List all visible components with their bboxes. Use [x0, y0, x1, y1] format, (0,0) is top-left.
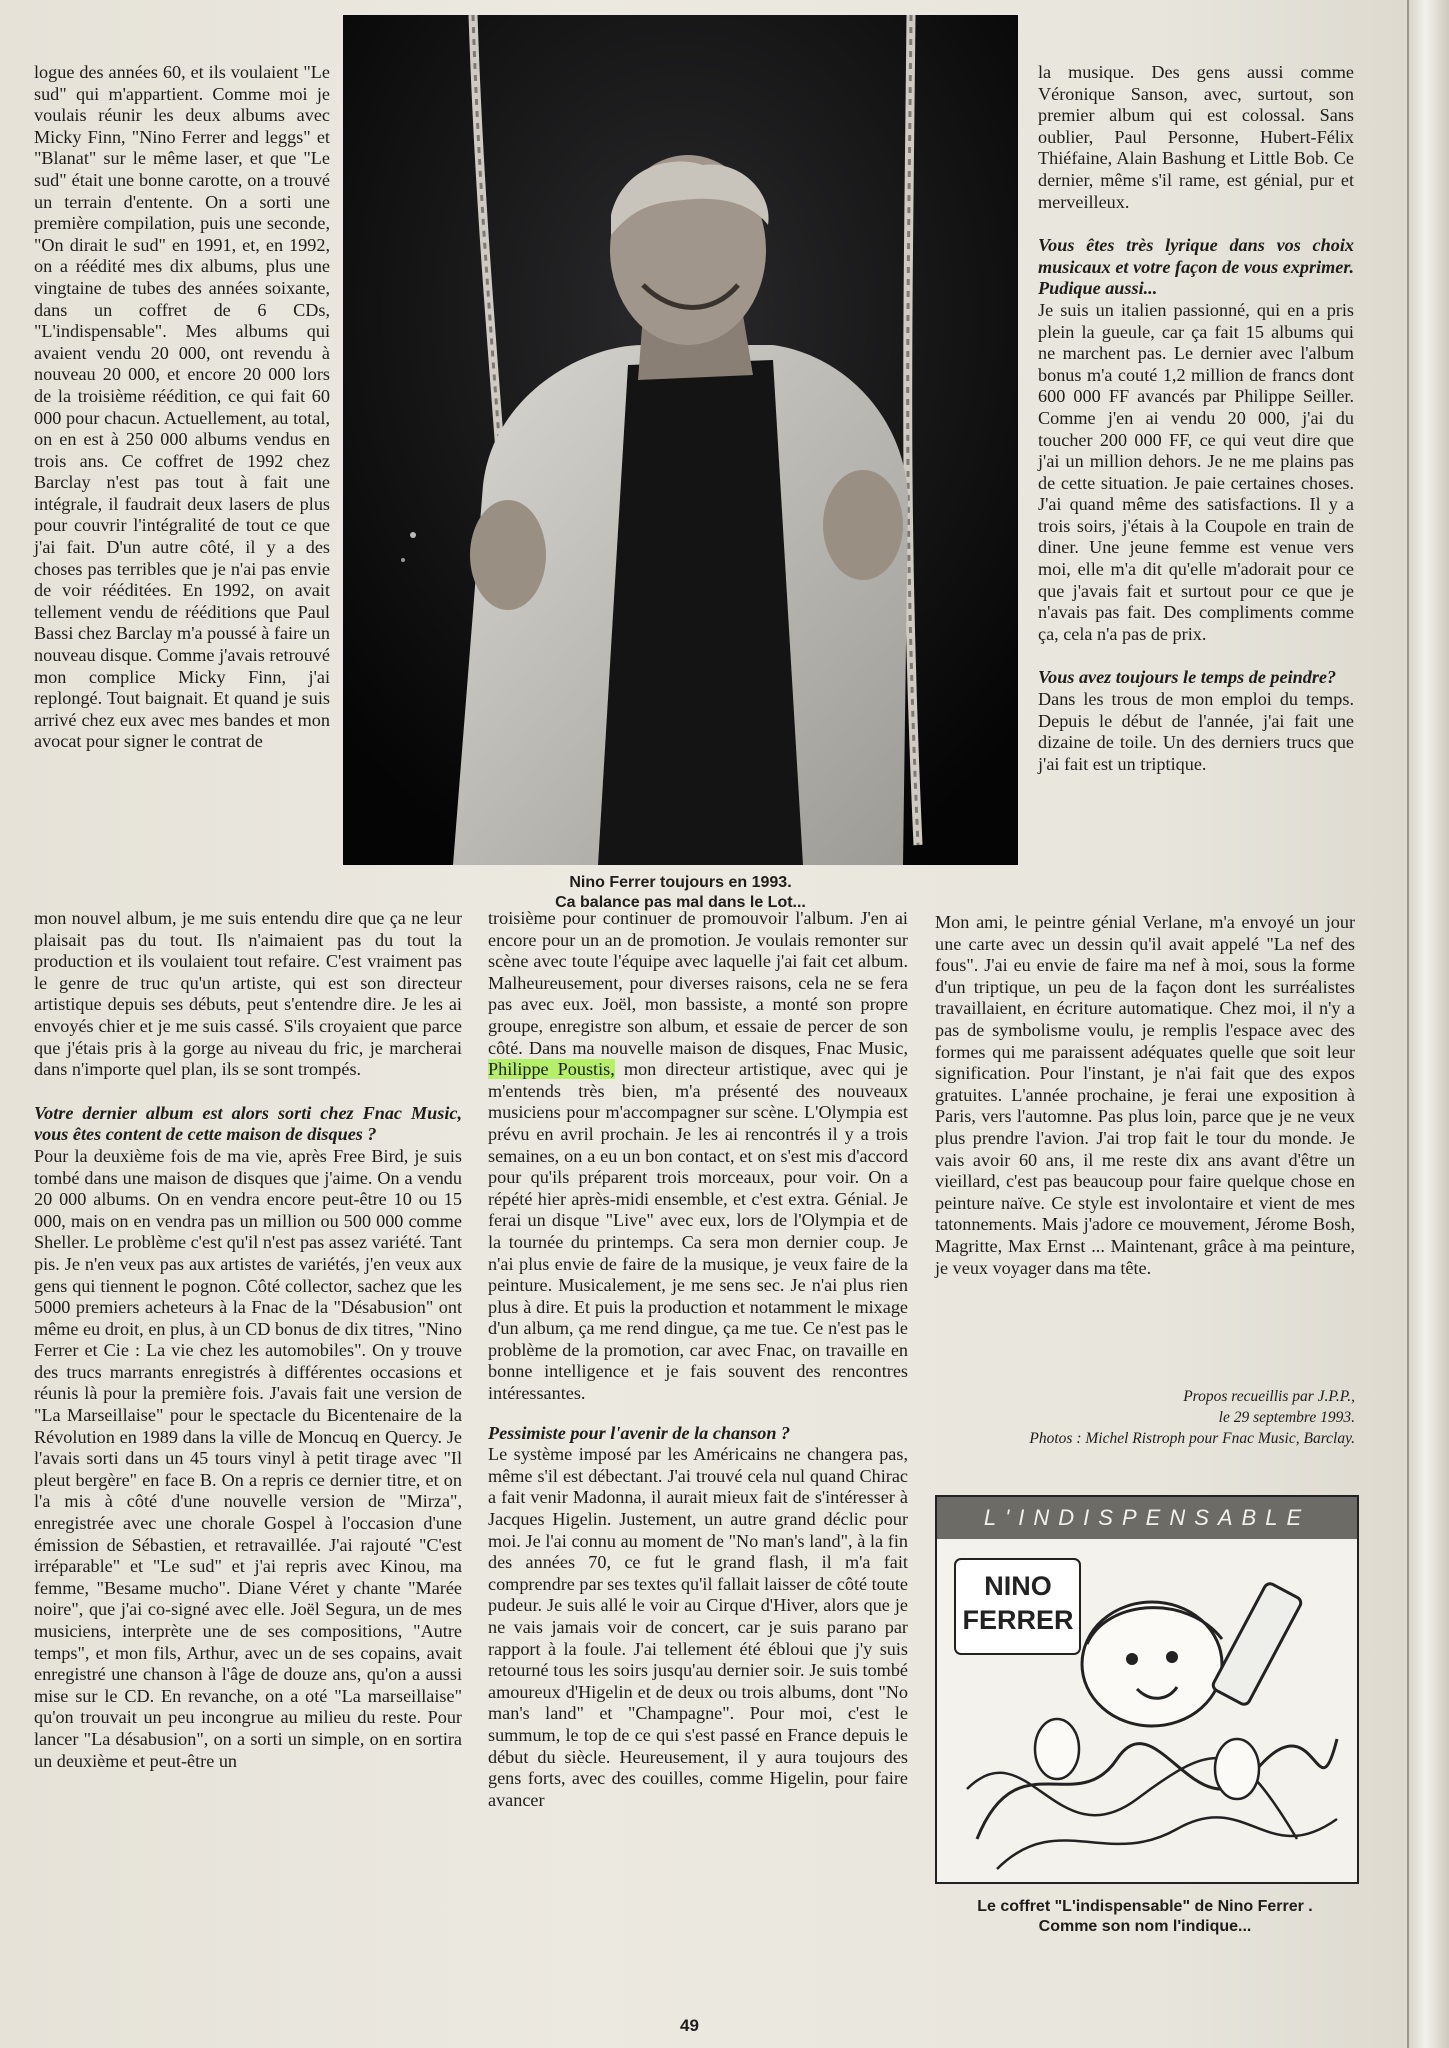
photo-caption-line-1: Nino Ferrer toujours en 1993. [569, 874, 792, 891]
column-3-upper [1038, 62, 1354, 775]
paragraph: mon nouvel album, je me suis entendu dire que ça ne leur plaisait pas du tout. Ils n'aimaient pas du tout la production et ils voulaient tout refaire. C'est vraiment pas le genre de truc qu'un artiste, qui est son directeur artistique depuis ses débuts, peut s'entendre dire. Je les ai envoyés chier et je me suis cassé. S'ils croyaient que parce que j'étais pris à la gorge au niveau du fric, je marcherai dans n'importe quel plan, ils se sont trompés. [34, 908, 462, 1080]
highlighted-text: Philippe Poustis, [488, 1059, 615, 1080]
interview-question: Vous êtes très lyrique dans vos choix musicaux et votre façon de vous exprimer. Pudique aussi... [1038, 235, 1354, 299]
cover-caption-line-1: Le coffret "L'indispensable" de Nino Ferrer . [977, 1898, 1313, 1915]
paragraph-part: mon directeur artistique, avec qui je m'entends très bien, m'a présenté des nouveaux musiciens pour m'accompagner sur scène. L'Olympia est prévu en avril prochain. Je les ai rencontrés il y a trois semaines, on a eu un bon contact, et on s'est mis d'accord pour qu'ils préparent trois morceaux, pour voir. On a répété hier après-midi ensemble, et c'est extra. Génial. Je ferai un disque "Live" avec eux, lors de l'Olympia et de la tournée du printemps. Ca sera mon dernier coup. Je n'ai plus envie de faire de la musique, je veux faire de la peinture. Musicalement, je me sens sec. Je n'ai plus rien plus à dire. Et puis la production et notamment le mixage d'un album, ça me rend dingue, ça me tue. Ce n'est pas le problème de la promotion, car avec Fnac, on travaille en bonne intelligence et je fais souvent des rencontres intéressantes. [488, 1059, 908, 1404]
paragraph [488, 908, 908, 1405]
paragraph: Mon ami, le peintre génial Verlane, m'a envoyé un jour une carte avec un dessin qu'il avait appelé "La nef des fous". J'ai eu envie de faire ma nef à moi, sous la forme d'un triptique, un peu de la façon dont les surréalistes travaillaient, en écriture automatique. Chez moi, il n'y a pas de symbolisme voulu, je remplis l'espace avec des formes qui me paraissent adéquates quelle que soit leur signification. Pour l'instant, je n'ai fait que des expos gratuites. L'année prochaine, je ferai une exposition à Paris, vers l'automne. Pas plus loin, parce que je ne veux plus prendre l'avion. J'ai trop fait le tour du monde. Je vais avoir 60 ans, il me reste dix ans avant d'être un vieillard, c'est pas beaucoup pour faire quelque chose en peinture naïve. Ce style est involontaire et vient de mes tatonnements. Mais j'adore ce mouvement, Jérome Bosh, Magritte, Max Ernst ... Maintenant, grâce à ma peinture, je veux voyager dans ma tête. [935, 912, 1355, 1278]
cover-caption [935, 1897, 1355, 1937]
credit-author: Propos recueillis par J.P.P., [1183, 1388, 1355, 1405]
paragraph: Pour la deuxième fois de ma vie, après Free Bird, je suis tombé dans une maison de disques que j'aime. On a vendu 20 000 albums. On en vendra encore peut-être 10 ou 15 000, mais on en vendra pas un million ou 500 000 comme Sheller. Le problème c'est qu'il n'est pas assez variété. Tant pis. Je n'en veux pas aux artistes de variétés, j'en veux aux gens qui tiennent le pognon. Côté collector, sachez que les 5000 premiers acheteurs à la Fnac de la "Désabusion" ont même eu droit, en plus, à un CD bonus de dix titres, "Nino Ferrer et Cie : La vie chez les automobiles". On y trouve des trucs marrants enregistrés à différentes occasions et réunis là pour la première fois. J'avais fait une version de "La Marseillaise" pour le spectacle du Bicentenaire de la Révolution en 1989 dans la ville de Moncuq en Quercy. Je l'avais sorti dans un 45 tours vinyl à petit tirage avec "Il pleut bergère" en face B. On a repris ce dernier titre, et on l'a mis à côté d'une nouvelle version de "Mirza", enregistrée avec une chorale Gospel à l'occasion d'une émission de Sébastien, et retravaillée. J'ai rajouté "C'est irréparable" et "Le sud" et j'ai repris avec Kinou, ma femme, "Besame mucho". Diane Véret y chante "Marée noire", que j'ai co-signé avec elle. Joël Segura, un de mes musiciens, interprète une de ses compositions, "Autre temps", et mon fils, Arthur, avec un de ses copains, avait enregistré une chanson à l'âge de douze ans, qu'on a aussi mise sur le CD. En revanche, on a oté "La marseillaise" qu'on trouvait un peu incongrue au milieu du reste. Pour lancer "La désabusion", on a sorti un simple, on en sortira un deuxième et peut-être un [34, 1145, 462, 1771]
paragraph-part: troisième pour continuer de promouvoir l'album. J'en ai encore pour un an de promotion. Je voulais remonter sur scène avec toute l'équipe avec laquelle j'ai fait cet album. Malheureusement, pour diverses raisons, cela ne se fera pas avec eux. Joël, mon bassiste, a monté son propre groupe, enregistre son album, et essaie de percer de son côté. Dans ma nouvelle maison de disques, Fnac Music, [488, 908, 908, 1058]
column-1-lower [34, 908, 462, 1772]
paragraph: Je suis un italien passionné, qui en a pris plein la gueule, car ça fait 15 albums qui ne marchent pas. Le dernier avec l'album bonus m'a couté 1,2 million de francs dont 600 000 FF avancés par Philippe Seiller. Comme j'en ai vendu 20 000, j'ai du toucher 200 000 FF, ce qui veut dire que j'ai un million dehors. Je ne me plains pas de cette situation. Je paie certaines choses. J'ai quand même des satisfactions. Il y a trois soirs, j'étais à la Coupole en train de diner. Une jeune femme est venue vers moi, elle m'a dit qu'elle m'adorait pour ce que j'avais fait et surtout pour ce que je n'avais pas fait. Des compliments comme ça, cela n'a pas de prix. [1038, 299, 1354, 644]
paragraph: Le système imposé par les Américains ne changera pas, même s'il est débectant. J'ai trouvé cela nul quand Chirac a fait venir Madonna, il aurait mieux fait de s'intéresser à Jacques Higelin. Justement, un autre grand déclic pour moi. Je l'ai connu au moment de "No man's land", à la fin des années 70, ce fut le grand flash, il m'a fait comprendre par ses textes qu'il fallait laisser de côté toute pudeur. Je suis allé le voir au Cirque d'Hiver, alors que je ne vais jamais voir de concert, car je suis parano par rapport à la foule. J'ai tellement été ébloui que j'y suis retourné tous les soirs jusqu'au dernier soir. Je suis tombé amoureux d'Higelin et de deux ou trois albums, dont "No man's land" et "Champagne". Pour moi, c'est le summum, le top de ce qui s'est passé en France depuis le début du siècle. Heureusement, il y aura toujours des gens forts, avec des couilles, comme Higelin, pour faire avancer [488, 1444, 908, 1810]
interview-question: Pessimiste pour l'avenir de la chanson ? [488, 1422, 791, 1443]
cover-name-line-1: NINO [984, 1571, 1052, 1601]
credit-date: le 29 septembre 1993. [1218, 1409, 1355, 1426]
page-edge [1407, 0, 1449, 2048]
paragraph: logue des années 60, et ils voulaient "Le sud" qui m'appartient. Comme moi je voulais réunir les deux albums avec Micky Finn, "Nino Ferrer and leggs" et "Blanat" sur le même laser, et que "Le sud" était une bonne carotte, on a trouvé un terrain d'entente. On a sorti une première compilation, puis une seconde, "On dirait le sud" en 1991, et, en 1992, on a réédité mes dix albums, plus une vingtaine de tubes des années soixante, dans un coffret de 6 CDs, "L'indispensable". Mes albums qui avaient vendu 20 000, ont revendu à nouveau 20 000, et encore 20 000 lors de la troisième réédition, ce qui fait 60 000 pour chacun. Actuellement, au total, on en est à 250 000 albums vendus en trois ans. Ce coffret de 1992 chez Barclay n'est pas tout à fait une intégrale, il faudrait deux lasers de plus pour couvrir l'intégralité de tout ce que j'ai fait. D'un autre côté, il y a des choses pas terribles que je n'ai pas envie de voir rééditées. En 1992, on avait tellement vendu de rééditions que Paul Bassi chez Barclay m'a poussé à faire un nouveau disque. Comme j'avais retrouvé mon complice Micky Finn, j'ai replongé. Tout baignait. Et quand je suis arrivé chez eux avec mes bandes et mon avocat pour signer le contrat de [34, 62, 330, 752]
page-number: 49 [680, 2016, 699, 2035]
nino-ferrer-photo [343, 15, 1018, 865]
paragraph: Dans les trous de mon emploi du temps. Depuis le début de l'année, j'ai fait une dizaine de toile. Un des derniers trucs que j'ai fait est un triptique. [1038, 689, 1354, 774]
interview-question: Votre dernier album est alors sorti chez Fnac Music, vous êtes content de cette maison de disques ? [34, 1102, 462, 1145]
photo-caption-line-2: Ca balance pas mal dans le Lot... [555, 894, 806, 911]
interview-question: Vous avez toujours le temps de peindre? [1038, 667, 1337, 688]
album-cover-image [935, 1495, 1359, 1884]
column-3-lower [935, 912, 1355, 1279]
column-1-upper [34, 62, 330, 753]
credit-photos: Photos : Michel Ristroph pour Fnac Music, Barclay. [1029, 1430, 1355, 1447]
cover-caption-line-2: Comme son nom l'indique... [1038, 1918, 1252, 1935]
photo-illustration [343, 15, 1018, 865]
cover-title-band: L'INDISPENSABLE [937, 1497, 1357, 1539]
credits [935, 1386, 1355, 1449]
photo-caption [343, 873, 1018, 913]
paragraph: la musique. Des gens aussi comme Véronique Sanson, avec, surtout, son premier album qui est colossal. Sans oublier, Paul Personne, Hubert-Félix Thiéfaine, Alain Bashung et Little Bob. Ce dernier, même s'il rame, est génial, pur et merveilleux. [1038, 62, 1354, 212]
cover-artist-name [959, 1569, 1077, 1637]
cover-name-line-2: FERRER [962, 1605, 1074, 1635]
column-2 [488, 908, 908, 1811]
